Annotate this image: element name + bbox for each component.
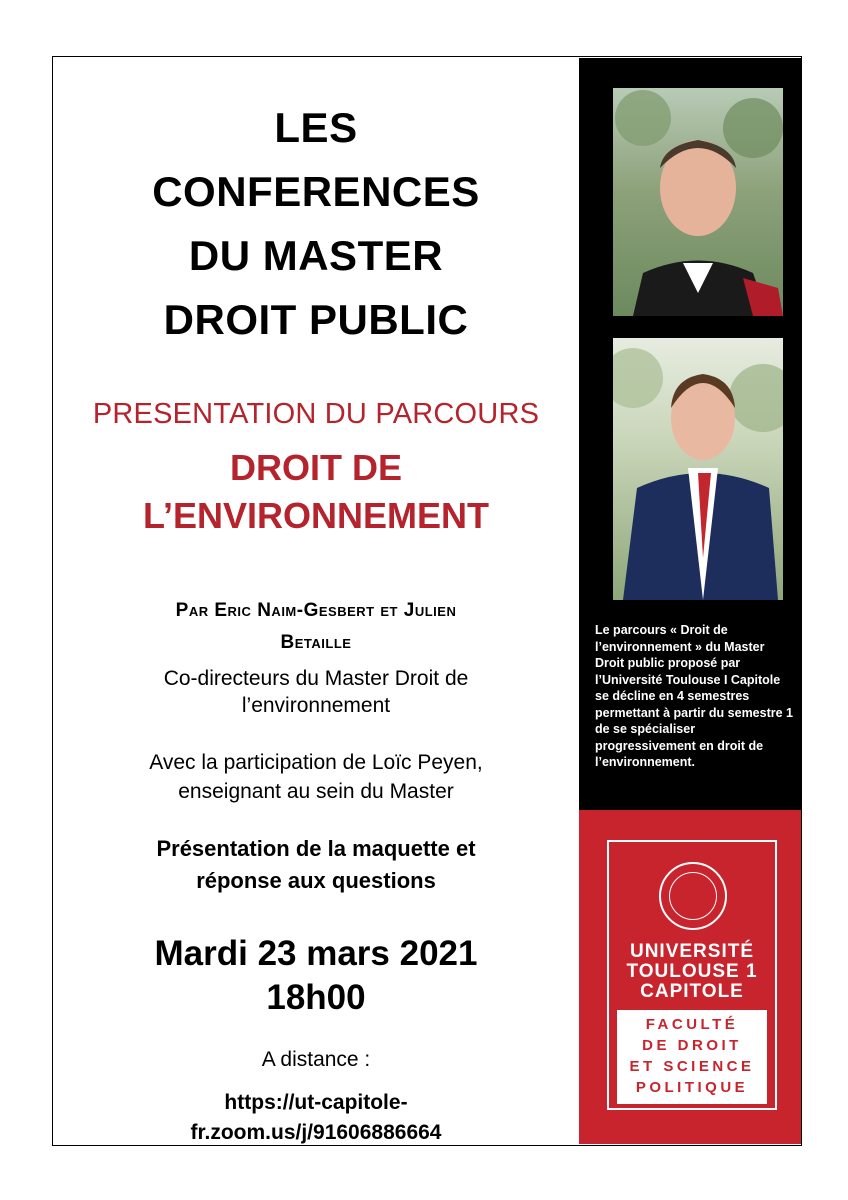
university-name: [609, 942, 775, 1002]
faculty-name: [617, 1014, 767, 1098]
title-line: CONFERENCES: [152, 168, 480, 215]
participation-note: [54, 748, 578, 806]
faculty-name-line: DE DROIT: [642, 1037, 742, 1054]
university-name-line: UNIVERSITÉ: [629, 941, 755, 962]
agenda-line: Présentation de la maquette et: [156, 836, 476, 861]
poster-title: [54, 96, 578, 352]
participation-line: Avec la participation de Loïc Peyen,: [149, 751, 483, 774]
codirectors-role: [54, 665, 578, 719]
zoom-link[interactable]: [54, 1088, 578, 1148]
remote-label: A distance :: [261, 1048, 371, 1071]
sidebar-black-panel: [579, 58, 801, 810]
program-name: [54, 444, 578, 540]
poster-sidebar: [579, 58, 801, 1144]
codirectors-line: l’environnement: [241, 694, 391, 717]
faculty-name-line: FACULTÉ: [645, 1016, 739, 1033]
zoom-link-line[interactable]: https://ut-capitole-: [224, 1091, 408, 1114]
university-logo: [607, 840, 777, 1110]
title-line: DROIT PUBLIC: [163, 296, 469, 343]
event-datetime: [54, 932, 578, 1020]
zoom-link-line[interactable]: fr.zoom.us/j/91606886664: [190, 1121, 442, 1144]
program-line: L’ENVIRONNEMENT: [142, 495, 490, 536]
faculty-name-line: ET SCIENCE: [629, 1058, 755, 1075]
title-line: DU MASTER: [188, 232, 444, 279]
speaker-photo-julien: [613, 338, 783, 600]
event-time: 18h00: [266, 978, 366, 1017]
portrait-illustration: [613, 338, 783, 600]
poster-main-column: [54, 58, 578, 1144]
codirectors-line: Co-directeurs du Master Droit de: [163, 667, 469, 690]
agenda-line: réponse aux questions: [196, 868, 436, 893]
speakers: [64, 595, 568, 659]
title-line: LES: [274, 104, 358, 151]
university-name-line: CAPITOLE: [640, 981, 744, 1002]
speakers-line: Betaille: [280, 632, 352, 653]
program-line: DROIT DE: [229, 447, 402, 488]
portrait-illustration: [613, 88, 783, 316]
faculty-box: [617, 1010, 767, 1104]
agenda: [54, 833, 578, 897]
program-description: Le parcours « Droit de l’environnement » du Master Droit public proposé par l’Université Toulouse I Capitole se décline en 4 semestres permettant à partir du semestre 1 de se spécialiser progressivement en droit de l’environnement.: [595, 623, 793, 769]
seal-inner-ring: [669, 872, 717, 920]
speakers-line: Par Eric Naim-Gesbert et Julien: [175, 600, 457, 621]
faculty-name-line: POLITIQUE: [635, 1079, 749, 1096]
university-name-line: TOULOUSE 1: [626, 961, 758, 982]
participation-line: enseignant au sein du Master: [178, 780, 454, 803]
event-date: Mardi 23 mars 2021: [154, 934, 478, 973]
presentation-heading: PRESENTATION DU PARCOURS: [92, 398, 540, 430]
sidebar-red-panel: [579, 810, 801, 1144]
speaker-photo-eric: [613, 88, 783, 316]
university-seal-icon: [659, 862, 727, 930]
